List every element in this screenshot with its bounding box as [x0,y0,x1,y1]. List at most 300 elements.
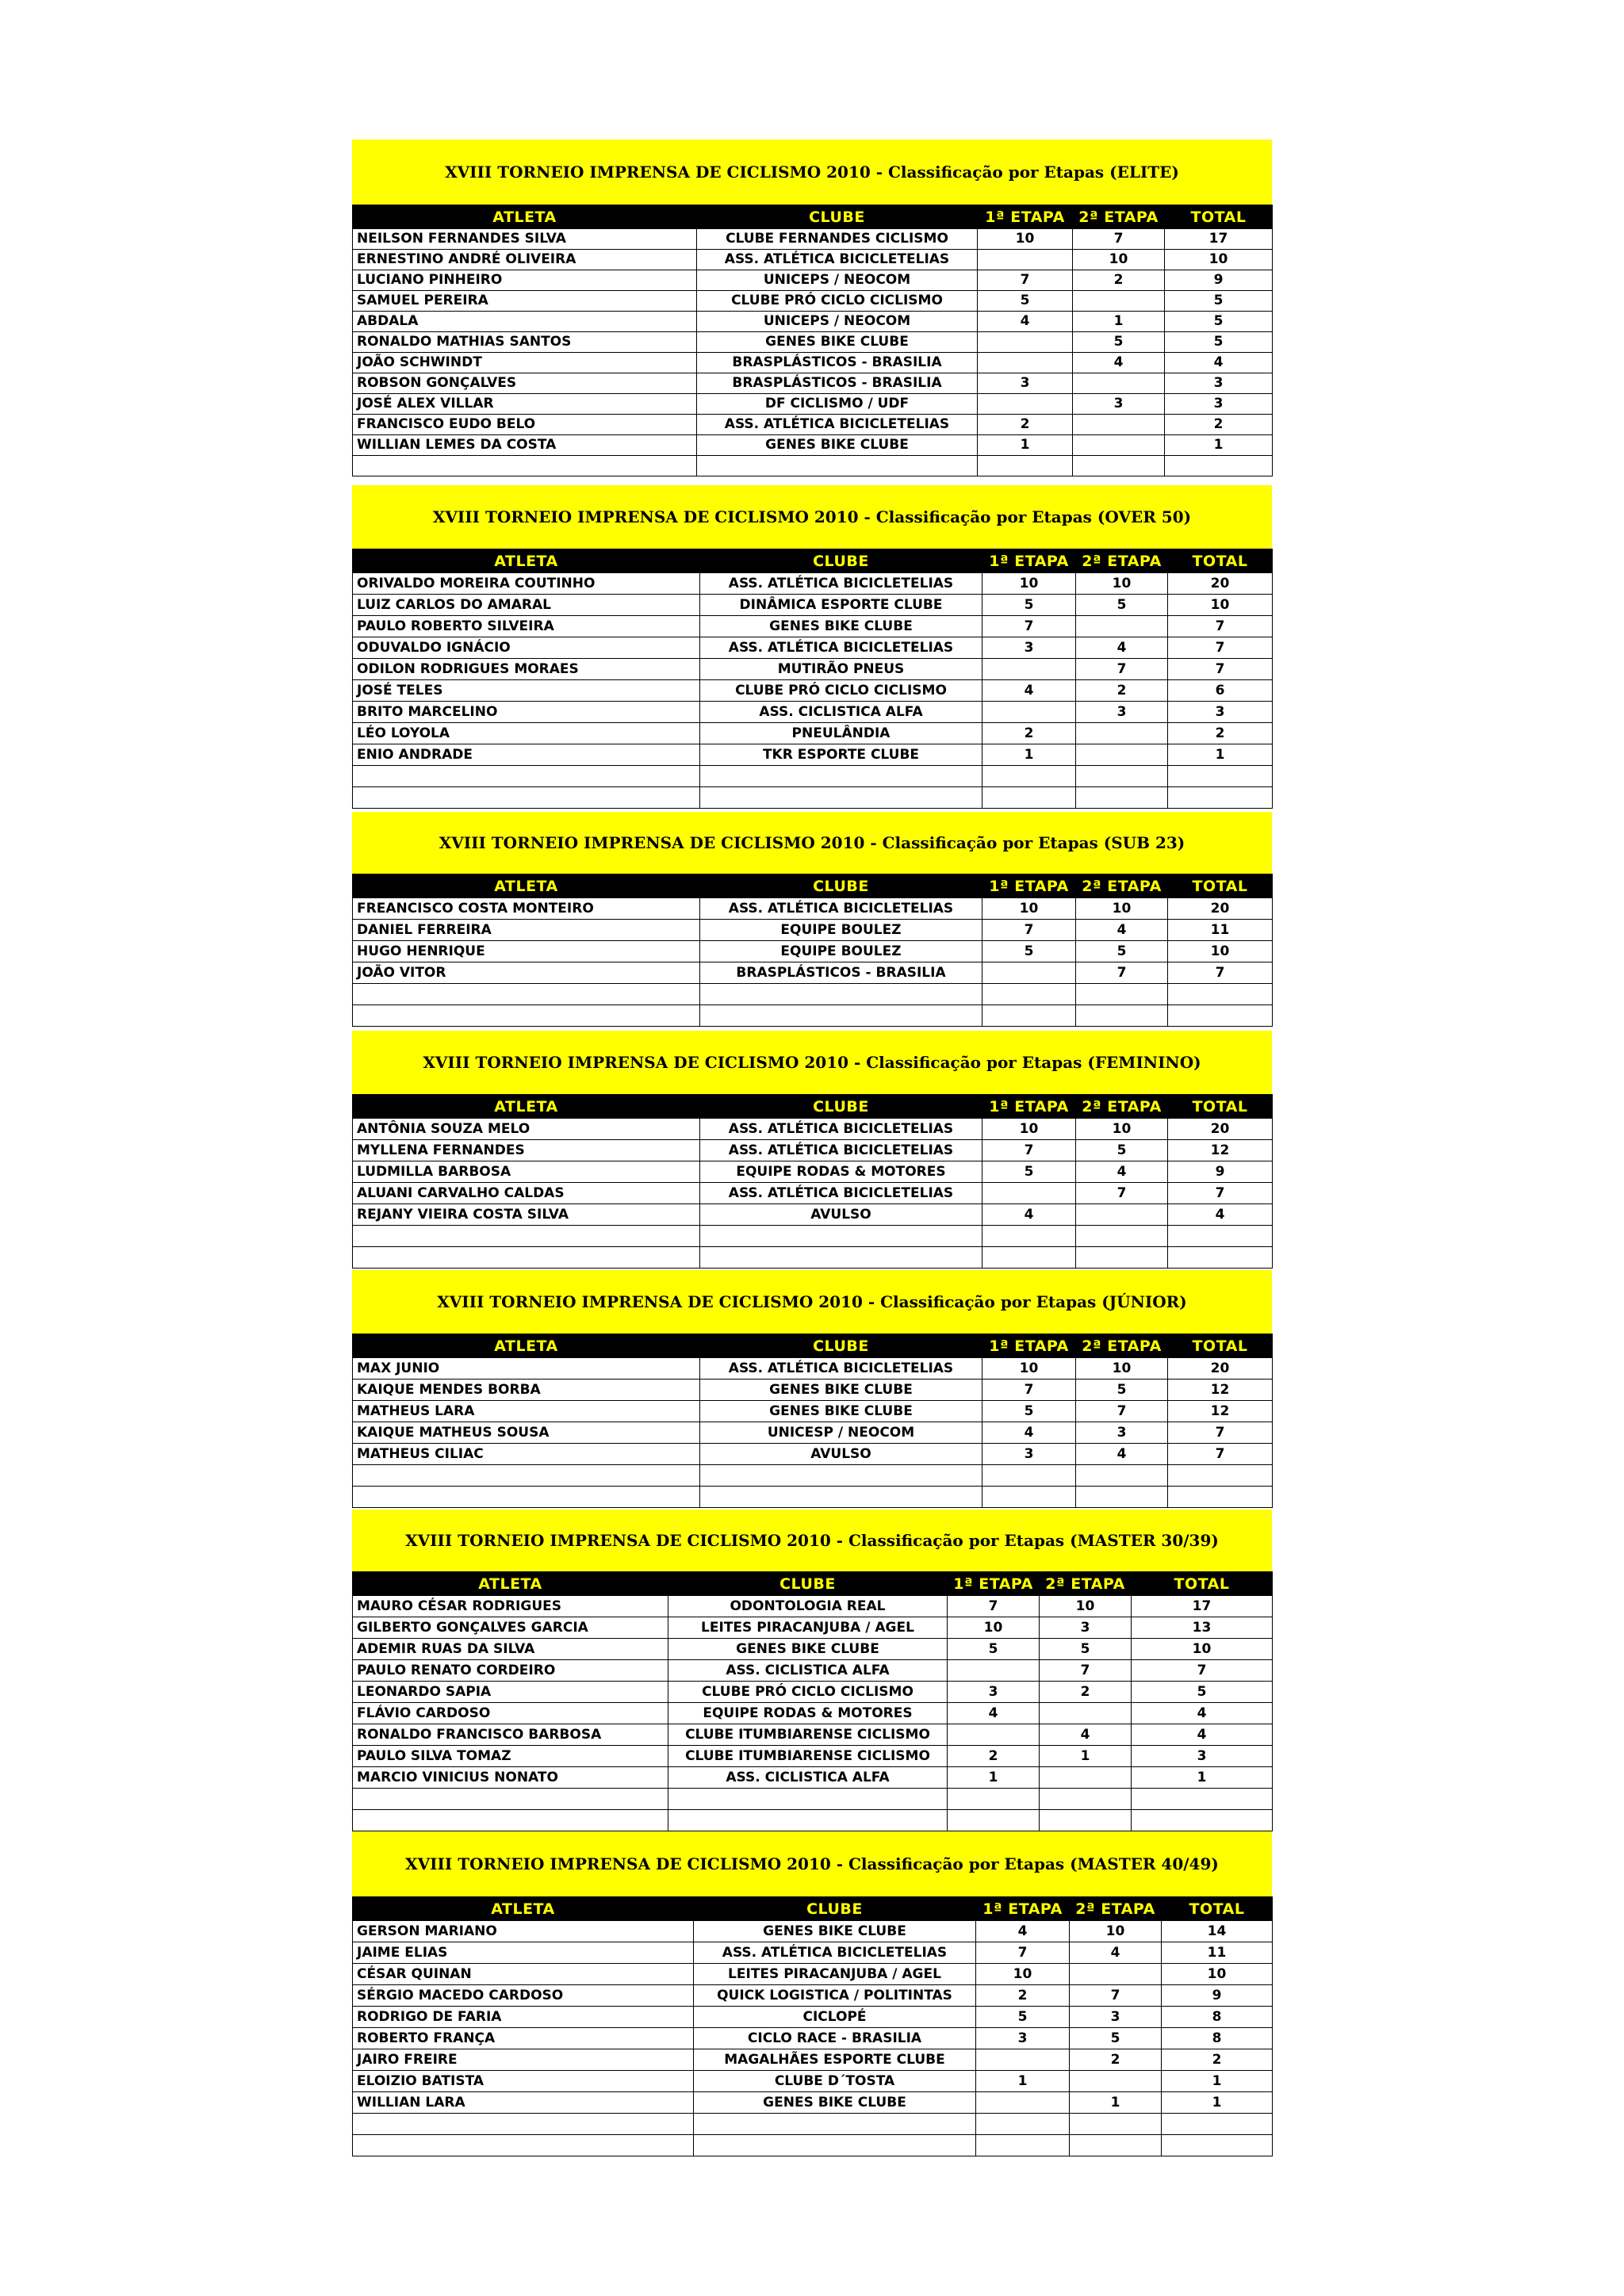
empty-cell [1162,2135,1273,2156]
cell-club: BRASPLÁSTICOS - BRASILIA [697,373,978,394]
cell-total: 5 [1165,312,1273,332]
cell-athlete: PAULO RENATO CORDEIRO [353,1660,668,1682]
empty-cell [1076,1247,1168,1269]
header-total: TOTAL [1168,874,1273,898]
empty-cell [1076,1465,1168,1487]
empty-cell [1076,1487,1168,1508]
table-row [353,595,1273,616]
section-master-30-39 [352,1510,1272,1831]
cell-total: 10 [1168,595,1273,616]
cell-club: TKR ESPORTE CLUBE [700,744,982,766]
cell-club: UNICEPS / NEOCOM [697,312,978,332]
table-row [353,1596,1273,1617]
results-table [352,1334,1273,1508]
cell-club: AVULSO [700,1204,982,1226]
table-row [353,332,1273,353]
cell-total: 7 [1168,637,1273,659]
cell-athlete: ELOIZIO BATISTA [353,2071,694,2092]
cell-stage2 [1073,291,1165,312]
cell-club: ODONTOLOGIA REAL [668,1596,948,1617]
table-header-row [353,1095,1273,1119]
cell-club: BRASPLÁSTICOS - BRASILIA [700,962,982,984]
cell-stage1 [978,332,1073,353]
cell-total: 9 [1162,1985,1273,2007]
results-table [352,549,1273,809]
cell-stage1: 5 [976,2007,1070,2028]
empty-cell [1076,984,1168,1005]
empty-row [353,787,1273,809]
cell-club: ASS. ATLÉTICA BICICLETELIAS [700,1358,982,1380]
empty-cell [1168,1005,1273,1027]
cell-stage1: 1 [976,2071,1070,2092]
cell-athlete: ADEMIR RUAS DA SILVA [353,1639,668,1660]
table-header-row [353,874,1273,898]
cell-athlete: ENIO ANDRADE [353,744,700,766]
cell-total: 4 [1165,353,1273,373]
table-row [353,270,1273,291]
cell-stage2: 2 [1070,2049,1162,2071]
cell-total: 5 [1165,332,1273,353]
header-club: CLUBE [694,1897,976,1921]
cell-club: PNEULÂNDIA [700,723,982,744]
cell-athlete: SÉRGIO MACEDO CARDOSO [353,1985,694,2007]
header-athlete: ATLETA [353,1334,700,1358]
cell-stage2: 4 [1070,1942,1162,1964]
cell-total: 8 [1162,2028,1273,2049]
cell-total: 12 [1168,1380,1273,1401]
empty-cell [700,1465,982,1487]
cell-club: GENES BIKE CLUBE [697,435,978,456]
cell-club: ASS. CICLISTICA ALFA [668,1660,948,1682]
cell-athlete: JOSÉ TELES [353,680,700,702]
header-stage2: 2ª ETAPA [1070,1897,1162,1921]
cell-stage1: 4 [976,1921,1070,1942]
empty-cell [982,1487,1076,1508]
cell-athlete: LEONARDO SAPIA [353,1682,668,1703]
header-athlete: ATLETA [353,1897,694,1921]
cell-athlete: ALUANI CARVALHO CALDAS [353,1183,700,1204]
cell-total: 11 [1168,920,1273,941]
cell-club: GENES BIKE CLUBE [700,1380,982,1401]
cell-stage1: 3 [948,1682,1040,1703]
empty-cell [978,456,1073,476]
cell-stage2: 10 [1076,898,1168,920]
table-row [353,616,1273,637]
cell-club: QUICK LOGISTICA / POLITINTAS [694,1985,976,2007]
empty-cell [1162,2114,1273,2135]
empty-cell [1076,787,1168,809]
empty-cell [1070,2114,1162,2135]
table-row [353,394,1273,415]
cell-athlete: JAIRO FREIRE [353,2049,694,2071]
table-row [353,941,1273,962]
cell-athlete: ROBERTO FRANÇA [353,2028,694,2049]
section-title: XVIII TORNEIO IMPRENSA DE CICLISMO 2010 - Classificação por Etapas (MASTER 40/49) [352,1831,1272,1896]
cell-stage2 [1040,1703,1132,1724]
empty-cell [976,2114,1070,2135]
table-row [353,353,1273,373]
cell-club: CICLO RACE - BRASILIA [694,2028,976,2049]
table-body [353,898,1273,1027]
empty-row [353,2135,1273,2156]
header-stage2: 2ª ETAPA [1076,549,1168,573]
table-body [353,1358,1273,1508]
cell-stage1 [978,394,1073,415]
cell-athlete: REJANY VIEIRA COSTA SILVA [353,1204,700,1226]
table-row [353,1140,1273,1161]
cell-stage2 [1070,1964,1162,1985]
table-row [353,415,1273,435]
cell-club: GENES BIKE CLUBE [694,1921,976,1942]
cell-stage2: 7 [1076,962,1168,984]
cell-club: BRASPLÁSTICOS - BRASILIA [697,353,978,373]
table-row [353,1639,1273,1660]
section-title: XVIII TORNEIO IMPRENSA DE CICLISMO 2010 - Classificação por Etapas (FEMININO) [352,1031,1272,1094]
cell-club: GENES BIKE CLUBE [700,616,982,637]
cell-club: ASS. ATLÉTICA BICICLETELIAS [700,1119,982,1140]
cell-club: ASS. ATLÉTICA BICICLETELIAS [700,637,982,659]
section-title: XVIII TORNEIO IMPRENSA DE CICLISMO 2010 - Classificação por Etapas (ELITE) [352,140,1272,205]
empty-cell [1070,2135,1162,2156]
table-row [353,1985,1273,2007]
empty-cell [1132,1789,1273,1810]
cell-stage1: 4 [982,1422,1076,1444]
cell-stage2: 3 [1076,702,1168,723]
table-row [353,1204,1273,1226]
cell-stage2: 10 [1070,1921,1162,1942]
header-club: CLUBE [700,874,982,898]
empty-row [353,984,1273,1005]
table-row [353,291,1273,312]
header-stage1: 1ª ETAPA [982,1095,1076,1119]
empty-row [353,456,1273,476]
cell-club: CLUBE ITUMBIARENSE CICLISMO [668,1746,948,1767]
cell-total: 6 [1168,680,1273,702]
table-row [353,962,1273,984]
empty-cell [697,456,978,476]
results-table [352,1896,1273,2156]
table-row [353,1703,1273,1724]
cell-total: 3 [1168,702,1273,723]
cell-club: CLUBE PRÓ CICLO CICLISMO [697,291,978,312]
empty-cell [982,1247,1076,1269]
header-stage1: 1ª ETAPA [982,549,1076,573]
results-table [352,1094,1273,1269]
empty-row [353,1789,1273,1810]
cell-total: 7 [1132,1660,1273,1682]
empty-cell [694,2114,976,2135]
table-row [353,2007,1273,2028]
section-title: XVIII TORNEIO IMPRENSA DE CICLISMO 2010 - Classificação por Etapas (MASTER 30/39) [352,1510,1272,1571]
cell-stage1: 4 [982,680,1076,702]
cell-stage2 [1073,435,1165,456]
cell-stage2: 10 [1076,1119,1168,1140]
cell-total: 7 [1168,1422,1273,1444]
cell-athlete: FREANCISCO COSTA MONTEIRO [353,898,700,920]
cell-athlete: MAX JUNIO [353,1358,700,1380]
cell-athlete: WILLIAN LARA [353,2092,694,2114]
cell-club: GENES BIKE CLUBE [697,332,978,353]
table-row [353,250,1273,270]
cell-stage1 [978,250,1073,270]
empty-row [353,1465,1273,1487]
cell-total: 12 [1168,1140,1273,1161]
table-row [353,1183,1273,1204]
empty-cell [1168,1465,1273,1487]
cell-total: 10 [1162,1964,1273,1985]
cell-stage1: 7 [978,270,1073,291]
cell-athlete: ERNESTINO ANDRÉ OLIVEIRA [353,250,697,270]
cell-club: DF CICLISMO / UDF [697,394,978,415]
section-junior [352,1270,1272,1508]
empty-cell [353,1005,700,1027]
header-athlete: ATLETA [353,1572,668,1596]
cell-athlete: MATHEUS LARA [353,1401,700,1422]
cell-stage2: 7 [1073,229,1165,250]
cell-athlete: RODRIGO DE FARIA [353,2007,694,2028]
cell-athlete: BRITO MARCELINO [353,702,700,723]
table-row [353,1358,1273,1380]
cell-total: 1 [1168,744,1273,766]
cell-club: EQUIPE RODAS & MOTORES [668,1703,948,1724]
cell-stage2: 4 [1076,1161,1168,1183]
table-row [353,312,1273,332]
cell-stage2: 5 [1076,595,1168,616]
cell-stage1: 10 [982,1358,1076,1380]
cell-club: ASS. ATLÉTICA BICICLETELIAS [700,898,982,920]
empty-row [353,1487,1273,1508]
cell-stage2: 2 [1040,1682,1132,1703]
cell-total: 7 [1168,659,1273,680]
cell-total: 17 [1132,1596,1273,1617]
cell-total: 4 [1132,1703,1273,1724]
cell-club: GENES BIKE CLUBE [694,2092,976,2114]
table-body [353,1921,1273,2156]
table-row [353,723,1273,744]
cell-total: 9 [1165,270,1273,291]
table-header-row [353,1572,1273,1596]
cell-athlete: KAIQUE MENDES BORBA [353,1380,700,1401]
header-stage2: 2ª ETAPA [1076,1095,1168,1119]
table-row [353,659,1273,680]
cell-club: LEITES PIRACANJUBA / AGEL [694,1964,976,1985]
cell-total: 13 [1132,1617,1273,1639]
table-row [353,1119,1273,1140]
cell-stage2 [1076,616,1168,637]
empty-cell [1168,1226,1273,1247]
cell-stage2: 7 [1076,1183,1168,1204]
cell-stage1: 5 [948,1639,1040,1660]
empty-cell [1168,984,1273,1005]
cell-total: 20 [1168,1358,1273,1380]
header-stage1: 1ª ETAPA [982,874,1076,898]
cell-total: 5 [1165,291,1273,312]
cell-athlete: MATHEUS CILIAC [353,1444,700,1465]
cell-total: 12 [1168,1401,1273,1422]
cell-stage1: 2 [978,415,1073,435]
cell-stage1: 3 [976,2028,1070,2049]
table-row [353,637,1273,659]
cell-athlete: CÉSAR QUINAN [353,1964,694,1985]
cell-total: 5 [1132,1682,1273,1703]
cell-club: ASS. CICLISTICA ALFA [668,1767,948,1789]
cell-athlete: MYLLENA FERNANDES [353,1140,700,1161]
table-row [353,1921,1273,1942]
table-row [353,1746,1273,1767]
empty-cell [353,1789,668,1810]
cell-athlete: PAULO SILVA TOMAZ [353,1746,668,1767]
cell-stage1: 4 [978,312,1073,332]
cell-club: ASS. ATLÉTICA BICICLETELIAS [697,250,978,270]
table-row [353,573,1273,595]
cell-stage1: 10 [982,898,1076,920]
table-row [353,1617,1273,1639]
empty-cell [700,787,982,809]
table-body [353,229,1273,476]
cell-stage1 [948,1724,1040,1746]
empty-cell [700,1005,982,1027]
cell-stage2 [1073,415,1165,435]
cell-athlete: RONALDO MATHIAS SANTOS [353,332,697,353]
empty-row [353,1247,1273,1269]
cell-stage2: 10 [1040,1596,1132,1617]
header-stage2: 2ª ETAPA [1076,1334,1168,1358]
empty-cell [668,1789,948,1810]
cell-stage1 [982,962,1076,984]
cell-total: 2 [1165,415,1273,435]
cell-club: UNICEPS / NEOCOM [697,270,978,291]
table-body [353,573,1273,809]
cell-club: GENES BIKE CLUBE [668,1639,948,1660]
cell-club: CLUBE ITUMBIARENSE CICLISMO [668,1724,948,1746]
cell-stage2: 10 [1076,573,1168,595]
results-table [352,1571,1273,1831]
cell-stage1: 5 [978,291,1073,312]
cell-athlete: LUIZ CARLOS DO AMARAL [353,595,700,616]
empty-cell [700,1247,982,1269]
cell-stage1 [982,659,1076,680]
cell-athlete: JOÃO SCHWINDT [353,353,697,373]
table-body [353,1119,1273,1269]
empty-cell [1073,456,1165,476]
cell-stage1: 5 [982,595,1076,616]
table-row [353,702,1273,723]
cell-athlete: FRANCISCO EUDO BELO [353,415,697,435]
table-row [353,744,1273,766]
table-row [353,920,1273,941]
empty-row [353,1226,1273,1247]
cell-stage1: 3 [982,1444,1076,1465]
table-row [353,1422,1273,1444]
cell-stage2: 4 [1040,1724,1132,1746]
cell-stage1: 1 [978,435,1073,456]
cell-total: 7 [1168,1444,1273,1465]
cell-total: 20 [1168,573,1273,595]
cell-athlete: LUDMILLA BARBOSA [353,1161,700,1183]
cell-athlete: PAULO ROBERTO SILVEIRA [353,616,700,637]
cell-athlete: GERSON MARIANO [353,1921,694,1942]
cell-club: DINÂMICA ESPORTE CLUBE [700,595,982,616]
cell-total: 17 [1165,229,1273,250]
header-total: TOTAL [1168,1095,1273,1119]
empty-cell [353,984,700,1005]
cell-club: CLUBE PRÓ CICLO CICLISMO [668,1682,948,1703]
cell-athlete: WILLIAN LEMES DA COSTA [353,435,697,456]
empty-row [353,1810,1273,1831]
cell-total: 1 [1132,1767,1273,1789]
cell-stage2 [1040,1767,1132,1789]
cell-club: EQUIPE BOULEZ [700,941,982,962]
results-table [352,205,1273,476]
empty-cell [694,2135,976,2156]
empty-cell [982,1226,1076,1247]
cell-total: 3 [1165,394,1273,415]
empty-cell [353,1226,700,1247]
cell-stage1 [976,2092,1070,2114]
cell-stage2: 5 [1076,1380,1168,1401]
table-row [353,1964,1273,1985]
header-total: TOTAL [1132,1572,1273,1596]
table-row [353,1444,1273,1465]
cell-stage1: 2 [948,1746,1040,1767]
empty-cell [700,984,982,1005]
cell-stage2: 7 [1040,1660,1132,1682]
cell-stage1 [982,1183,1076,1204]
empty-row [353,1005,1273,1027]
cell-stage1: 7 [982,616,1076,637]
cell-club: ASS. ATLÉTICA BICICLETELIAS [700,1140,982,1161]
empty-cell [1168,766,1273,787]
header-club: CLUBE [668,1572,948,1596]
empty-cell [948,1810,1040,1831]
section-title: XVIII TORNEIO IMPRENSA DE CICLISMO 2010 - Classificação por Etapas (JÚNIOR) [352,1270,1272,1334]
cell-athlete: ODILON RODRIGUES MORAES [353,659,700,680]
header-athlete: ATLETA [353,549,700,573]
cell-athlete: ABDALA [353,312,697,332]
cell-stage1: 4 [948,1703,1040,1724]
cell-stage1: 7 [982,1140,1076,1161]
cell-stage1: 2 [976,1985,1070,2007]
cell-total: 7 [1168,1183,1273,1204]
table-row [353,2092,1273,2114]
section-over-50 [352,485,1272,809]
empty-cell [1168,787,1273,809]
header-athlete: ATLETA [353,205,697,229]
table-row [353,229,1273,250]
cell-club: ASS. ATLÉTICA BICICLETELIAS [700,1183,982,1204]
cell-athlete: SAMUEL PEREIRA [353,291,697,312]
cell-club: LEITES PIRACANJUBA / AGEL [668,1617,948,1639]
cell-stage1: 4 [982,1204,1076,1226]
cell-stage1: 2 [982,723,1076,744]
empty-cell [353,1487,700,1508]
cell-athlete: RONALDO FRANCISCO BARBOSA [353,1724,668,1746]
table-row [353,1682,1273,1703]
cell-stage2 [1076,723,1168,744]
cell-total: 9 [1168,1161,1273,1183]
cell-total: 20 [1168,898,1273,920]
cell-club: ASS. ATLÉTICA BICICLETELIAS [694,1942,976,1964]
table-row [353,1767,1273,1789]
header-club: CLUBE [700,1334,982,1358]
cell-stage2 [1076,744,1168,766]
cell-athlete: FLÁVIO CARDOSO [353,1703,668,1724]
cell-stage1 [982,702,1076,723]
header-club: CLUBE [697,205,978,229]
cell-total: 2 [1168,723,1273,744]
table-body [353,1596,1273,1831]
table-row [353,1724,1273,1746]
